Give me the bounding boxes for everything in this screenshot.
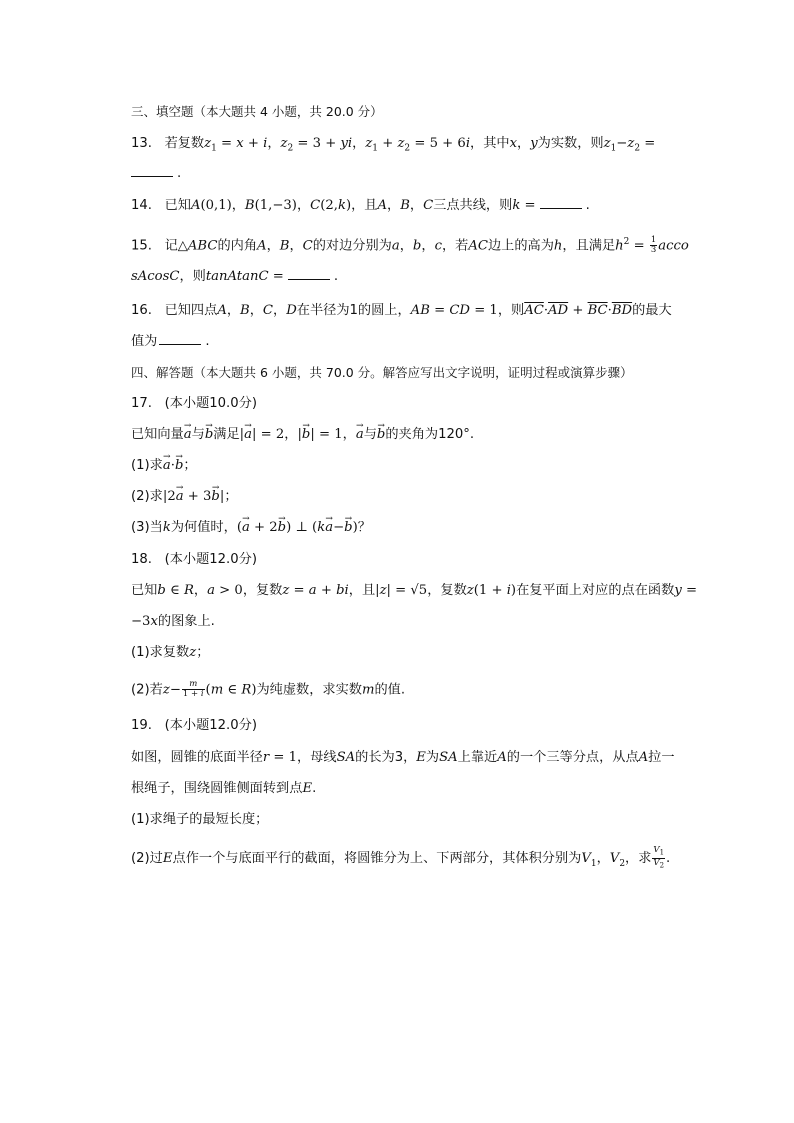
q18-score: (本小题12.0分) [164, 552, 257, 567]
q17-part3: (3)当k为何值时，(→ a + 2→ b) ⊥ (k→ a−→ b)？ [131, 518, 371, 538]
answer-blank [159, 332, 201, 345]
q19-part2: (2)过E点作一个与底面平行的截面，将圆锥分为上、下两部分，其体积分别为$V_1$，$V_2$，求 $\frac{V_1}{V_2}$ . [131, 845, 671, 870]
q18-number: 18. [131, 552, 152, 567]
q15-line1: 15. 记△ABC的内角A，B，C的对边分别为a，b，c，若AC边上的高为h，且满足$h^2$ = $\frac{1}{3}$ acco [131, 234, 689, 255]
q17-stem: 已知向量→ a与→ b满足|→ a| = 2，|→ b| = 1，→ a与→ b的夹角为120°. [131, 425, 474, 445]
q17-part2: (2)求|2→ a + 3→ b|； [131, 487, 238, 507]
q19-number: 19. [131, 718, 152, 733]
q15-number: 15. [131, 238, 152, 254]
q14-line: 14. 已知A(0,1)，B(1,−3)，C(2,k)，且A，B，C三点共线，则k = . [131, 198, 590, 213]
q15-line2: sAcosC，则tanAtanC = . [131, 269, 339, 284]
answer-blank [131, 164, 173, 177]
q16-line1: 16. 已知四点A，B，C，D在半径为1的圆上，AB = CD = 1，则$\overline{AC}\cdot\overline{AD} + \overline{BC}\cdot\overline{BD}$的最大 [131, 303, 672, 318]
q17-score: (本小题10.0分) [164, 396, 257, 411]
q18-header [131, 550, 257, 570]
q19-stem1: 如图，圆锥的底面半径r = 1，母线SA的长为3，E为SA上靠近A的一个三等分点，从点A拉一 [131, 750, 675, 765]
q17-number: 17. [131, 396, 152, 411]
answer-blank [540, 196, 582, 209]
q19-header [131, 716, 257, 736]
q14-number: 14. [131, 198, 152, 213]
q18-part2: (2)若z− $\frac{m}{1 + i}$ (m ∈ R)为纯虚数，求实数m的值. [131, 679, 406, 699]
q19-stem2: 根绳子，围绕圆锥侧面转到点E. [131, 781, 317, 796]
q16-line2: 值为 . [131, 334, 210, 349]
q18-stem2: −3x的图象上. [131, 614, 215, 629]
q16-number: 16. [131, 303, 152, 318]
q19-part1: (1)求绳子的最短长度； [131, 812, 269, 827]
q17-header [131, 394, 257, 414]
q17-part1: (1)求→ a·→ b； [131, 456, 197, 476]
section4-title: 四、解答题（本大题共 6 小题，共 70.0 分。解答应写出文字说明，证明过程或演算步骤） [131, 365, 633, 380]
section3-title: 三、填空题（本大题共 4 小题，共 20.0 分） [131, 104, 383, 119]
answer-blank [288, 267, 330, 280]
q18-part1: (1)求复数z； [131, 645, 210, 660]
q13-line1: 13. 若复数$z_1 = x + i$，$z_2 = 3$ + yi，$z_1 + z_2 = 5 + 6i$，其中x，y为实数，则$z_1-z_2$ = [131, 136, 656, 154]
q19-score: (本小题12.0分) [164, 718, 257, 733]
q18-stem1: 已知b ∈ R，a > 0，复数z = a + bi，且|z| = √5，复数z(1 + i)在复平面上对应的点在函数y = [131, 583, 698, 598]
q13-line2: . [131, 164, 181, 184]
q13-number: 13. [131, 136, 152, 151]
